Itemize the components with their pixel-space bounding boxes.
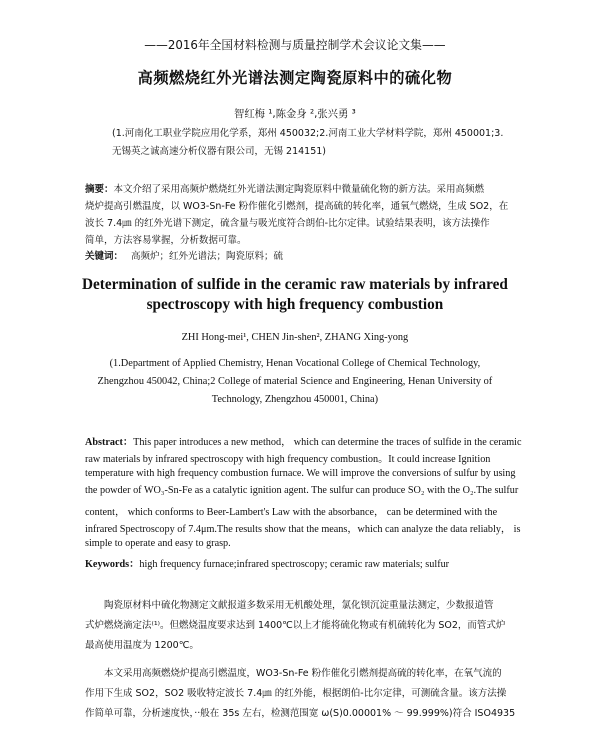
affiliation-english-line: Technology, Zhengzhou 450001, China) <box>211 394 379 405</box>
body-paragraph-line: 陶瓷原材料中硫化物测定文献报道多数采用无机酸处理，氯化钡沉淀重量法测定，少数报道管 <box>104 600 494 611</box>
affiliation-chinese-line: (1.河南化工职业学院应用化学系，郑州 450032;2.河南工业大学材料学院，郑州 450001;3. <box>112 128 504 139</box>
authors-chinese: 智红梅 ¹,陈金身 ²,张兴勇 ³ <box>234 108 356 120</box>
affiliation-english-line: (1.Department of Applied Chemistry, Henan Vocational College of Chemical Technology, <box>109 358 481 369</box>
abstract-english-line <box>85 433 522 448</box>
abstract-chinese-line: 烧炉提高引燃温度，以 WO3-Sn-Fe 粉作催化引燃剂，提高硫的转化率，通氧气燃烧，生成 SO2，在 <box>85 201 509 212</box>
title-english-line: spectroscopy with high frequency combustion <box>146 296 444 313</box>
abstract-chinese-label: 摘要： <box>85 184 114 195</box>
body-paragraph-line: 作用下生成 SO2，SO2 吸收特定波长 7.4㎛ 的红外能，根据朗伯-比尔定律，可测硫含量。该方法操 <box>85 688 507 699</box>
abstract-english-line: content， which conforms to Beer-Lambert's Law with the absorbance， can be determined with the <box>85 507 498 518</box>
authors-english: ZHI Hong-mei¹, CHEN Jin-shen², ZHANG Xing-yong <box>181 332 409 343</box>
body-paragraph-line: 式炉燃烧滴定法⁽¹⁾。但燃烧温度要求达到 1400℃以上才能将硫化物或有机硫转化为 SO2，而管式炉 <box>85 620 506 631</box>
running-header: ——2016年全国材料检测与质量控制学术会议论文集—— <box>144 38 446 52</box>
abstract-english-line: simple to operate and easy to grasp. <box>85 538 231 549</box>
keywords-chinese-label: 关键词： <box>85 251 124 262</box>
abstract-chinese-line <box>85 181 484 195</box>
keywords-english <box>85 555 449 570</box>
abstract-chinese-line: 波长 7.4㎛ 的红外光谱下测定，硫含量与吸光度符合朗伯-比尔定律。试验结果表明，该方法操作 <box>85 218 490 229</box>
body-paragraph-line: 作简单可靠，分析速度快，··般在 35s 左右，检测范围宽 ω(S)0.00001% ～ 99.999%)符合 ISO4935 <box>85 708 516 719</box>
abstract-english-line: temperature with high frequency combustion furnace. We will improve the conversions of sulfur by using <box>85 468 516 479</box>
keywords-chinese <box>85 248 283 262</box>
affiliation-english-line: Zhengzhou 450042, China;2 College of material Science and Engineering, Henan University of <box>97 376 493 387</box>
abstract-english-line: the powder of WO₃-Sn-Fe as a catalytic ignition agent. The sulfur can produce SO₂ with the O₂.The sulfur <box>85 485 519 496</box>
abstract-chinese-text: 本文介绍了采用高频炉燃烧红外光谱法测定陶瓷原料中微量硫化物的新方法。采用高频燃 <box>113 184 485 195</box>
abstract-english-label: Abstract： <box>85 437 134 448</box>
keywords-chinese-text: 高频炉；红外光谱法；陶瓷原料；硫 <box>131 251 284 262</box>
affiliation-chinese-line: 无锡英之诚高速分析仪器有限公司，无锡 214151) <box>112 146 326 157</box>
body-paragraph-line: 本文采用高频燃烧炉提高引燃温度，WO3-Sn-Fe 粉作催化引燃剂提高硫的转化率，在氧气流的 <box>104 668 502 679</box>
abstract-english-line: infrared Spectroscopy of 7.4μm.The results show that the means，which can analyze the data reliably， is <box>85 524 521 535</box>
body-paragraph-line: 最高使用温度为 1200℃。 <box>85 640 199 651</box>
abstract-english-line: raw materials by infrared spectroscopy with high frequency combustion。It could increase Ignition <box>85 454 491 465</box>
abstract-chinese-line: 简单，方法容易掌握，分析数据可靠。 <box>85 235 247 246</box>
abstract-english-text: This paper introduces a new method， which can determine the traces of sulfide in the ceramic <box>133 437 522 448</box>
keywords-english-label: Keywords： <box>85 559 140 570</box>
title-chinese: 高频燃烧红外光谱法测定陶瓷原料中的硫化物 <box>137 69 453 87</box>
title-english-line: Determination of sulfide in the ceramic raw materials by infrared <box>81 276 508 293</box>
keywords-english-text: high frequency furnace;infrared spectroscopy; ceramic raw materials; sulfur <box>139 559 450 570</box>
